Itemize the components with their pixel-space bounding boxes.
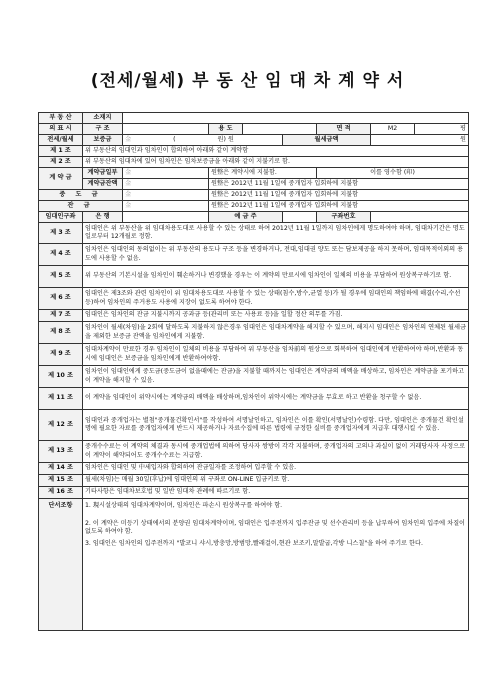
balance-payment-amount[interactable]: [123, 201, 209, 212]
special-conditions-label: 단서조항: [39, 499, 83, 631]
deposit-paren: (: [173, 135, 176, 143]
interim-payment-label: [39, 190, 123, 201]
clause-text: 기타사항은 임대차보호법 및 일반 임대차 관례에 따르기로 함.: [83, 487, 469, 499]
down-payment-part-text: 원整은 계약시에 지불함.: [209, 168, 317, 179]
down-payment-part-amount[interactable]: [123, 168, 209, 179]
structure-field[interactable]: [123, 124, 209, 135]
clause-text: 임차인은 임대인 및 中세입자와 합의하여 잔금일자를 조정하여 입주할 수 있음.: [83, 463, 469, 475]
monthly-rent-label: 월세금액: [283, 135, 371, 146]
clause-label: 제 5 조: [39, 266, 83, 288]
clause-text: 임대인과 중개업자는 별첨"중개물건확인서"를 작성하여 서명날인하고, 임차인은 이를 확인(서명날인)수령함. 다만, 임대인은 중개물건 확인설명에 필요한 자료를 중개업자에게 반드시 제공하거나 자료수집에 따른 법령에 규정한 실비를 중개업자에게 지급후 대행시킬 수 있음.: [83, 410, 469, 441]
down-payment-rest-amount[interactable]: [123, 179, 209, 190]
clause-label: 제 15 조: [39, 475, 83, 487]
deposit-label: 보증금: [83, 135, 123, 146]
currency-mark: 金: [125, 190, 132, 198]
account-number-label: 구좌번호: [317, 212, 371, 223]
clause-text: 임대인은 임차인의 잔금 지불시까지 공과금 등(관리비 또는 사용료 등)을 일할 정산 의무를 가짐.: [83, 310, 469, 322]
clause-1-text: 위 부동산의 임대인과 임차인이 합의하여 아래와 같이 계약함: [83, 146, 469, 157]
clause-text: 임차인은 임대인의 동의없이는 위 부동산의 용도나 구조 등을 변경하거나, 전대,임대권 양도 또는 담보제공을 하지 못하며, 임대목적이외의 용도에 사용할 수 없음.: [83, 244, 469, 266]
clause-label: 제 13 조: [39, 441, 83, 463]
purpose-field[interactable]: [243, 124, 317, 135]
clause-label: 제 9 조: [39, 344, 83, 366]
currency-mark: 金: [125, 168, 132, 176]
area-unit-pyeong: 평: [415, 124, 469, 135]
clause-label: 제 11 조: [39, 388, 83, 410]
currency-mark: 金: [125, 179, 132, 187]
balance-payment-text: 원整은 2012년 11월 1일에 중개업자 입회하에 지불함: [209, 201, 469, 212]
clause-text: 중개수수료는 이 계약의 체결과 동시에 중개업법에 의하여 당사자 쌍방이 각각 지불하며, 중개업자의 고의나 과실이 없이 거래당사자 사정으로 이 계약이 해약되어도 중개수수료는 지급함.: [83, 441, 469, 463]
clause-1-label: 제 1 조: [39, 146, 83, 157]
balance-payment-label: [39, 201, 123, 212]
clause-label: 제 12 조: [39, 410, 83, 441]
area-label: 면 적: [317, 124, 371, 135]
location-label: 소재지: [83, 113, 123, 124]
clause-text: 위 부동산의 기본시설을 임차인이 훼손하거나 변경했을 경우는 이 계약의 만료시에 임차인이 일체의 비용을 부담하여 원상복구하기로 함.: [83, 266, 469, 288]
contract-title: (전세/월세) 부 동 산 임 대 차 계 약 서: [90, 71, 405, 91]
special-conditions-body: [83, 499, 469, 631]
bank-label: 은 행: [83, 212, 123, 223]
bank-field[interactable]: [123, 212, 209, 223]
account-holder-label: 예 금 주: [209, 212, 283, 223]
down-payment-rest-label: 계약금잔액: [83, 179, 123, 190]
clause-label: 제 8 조: [39, 322, 83, 344]
clause-label: 제 7 조: [39, 310, 83, 322]
interim-payment-label-text: 중 도 금: [59, 190, 102, 198]
clause-label: 제 6 조: [39, 288, 83, 310]
monthly-rent-won: 원: [460, 135, 466, 143]
structure-label: 구 조: [83, 124, 123, 135]
clause-label: 제 10 조: [39, 366, 83, 388]
clause-2-label: 제 2 조: [39, 157, 83, 168]
deposit-currency: 金: [125, 135, 132, 143]
area-unit: M2: [371, 124, 415, 135]
down-payment-part-label: 계약금일부: [83, 168, 123, 179]
clause-label: 제 14 조: [39, 463, 83, 475]
lease-type-label: 전세/월세: [39, 135, 83, 146]
clause-2-text: 위 부동산의 임대차에 있어 임차인은 임차보증금을 아래와 같이 지불키로 함.: [83, 157, 469, 168]
deposit-won: 원) 원: [217, 135, 234, 143]
purpose-label: 용 도: [209, 124, 243, 135]
balance-payment-label-text: 잔 금: [67, 201, 94, 209]
receipt-text: 이를 영수함 (印): [317, 168, 469, 179]
property-label: 부 동 산: [39, 113, 83, 124]
down-payment-label: 계 약 금: [39, 168, 83, 190]
currency-mark: 金: [125, 201, 132, 209]
special-condition-item: 2. 이 계약은 미등기 상태에서의 분양권 임대차계약이며, 임대인은 입주전까지 입주잔금 및 선수관리비 등을 납부하여 임차인의 입주에 차질이 없도록 하여야 함.: [85, 520, 466, 536]
clause-text: 임차인이 임대인에게 중도금(중도금이 없을때에는 잔금)을 지불할 때까지는 임대인은 계약금의 배액을 배상하고, 임차인은 계약금을 포기하고 이 계약을 해지할 수 있음.: [83, 366, 469, 388]
property-use-label: 의 표 시: [39, 124, 83, 135]
clause-text: 임차인이 월세(차임)을 2회에 달하도록 지불하지 않은경우 임대인은 임대차계약을 해지할 수 있으며, 해지시 임대인은 임차인의 연체된 월세금을 제외한 보증금 잔액을 임차인에게 지불함.: [83, 322, 469, 344]
clause-label: 제 16 조: [39, 487, 83, 499]
special-condition-item: 1. 現시설상태의 임대차계약이며, 임차인은 파손시 원상복구를 하여야 함.: [85, 502, 283, 509]
landlord-account-label: 임대인구좌: [39, 212, 83, 223]
clause-text: 임대인은 위 부동산을 위 임대차용도대로 사용할 수 있는 상태로 하여 2012년 11월 1일까지 임차인에게 명도하여야 하며, 임대차기간은 명도일로부터 12개월로 정함.: [83, 223, 469, 244]
clause-text: 이 계약을 임대인이 위약시에는 계약금의 배액을 배상하며,임차인이 위약시에는 계약금을 무효로 하고 반환을 청구할 수 없음.: [83, 388, 469, 410]
clause-label: 제 4 조: [39, 244, 83, 266]
account-number-field[interactable]: [371, 212, 469, 223]
special-condition-item: 3. 임대인은 임차인의 입주전까지 "발코니 샤시,방충망,방범망,빨래걸이,현관 보조키,말발굽,각방 니스칠"을 하여 주기로 한다.: [85, 539, 423, 547]
down-payment-rest-text: 원整은 2012년 11월 1일에 중개업자 입회하에 지불함: [209, 179, 469, 190]
monthly-rent-field[interactable]: [371, 135, 469, 146]
location-field[interactable]: [123, 113, 469, 124]
deposit-field[interactable]: [123, 135, 283, 146]
interim-payment-amount[interactable]: [123, 190, 209, 201]
interim-payment-text: 원整은 2012년 11월 1일에 중개업자 입회하에 지불함: [209, 190, 469, 201]
clause-text: 월세(차임)는 매월 30일(후납)에 임대인의 위 구좌로 ON-LINE 입금키로 함.: [83, 475, 469, 487]
account-holder-field[interactable]: [283, 212, 317, 223]
clause-label: 제 3 조: [39, 223, 83, 244]
clause-text: 임대차계약이 만료한 경우 임차인이 일체의 비용을 부담하여 위 부동산을 임차前의 원상으로 회복하여 임대인에게 반환하여야 하며,반환과 동시에 임대인은 보증금을 임차인에게 반환하여야함.: [83, 344, 469, 366]
clause-text: 임대인은 제3조와 관련 임차인이 위 임대차용도대로 사용할 수 있는 상태(침수,방수,균열 등)가 될 경우에 임대인의 책임하에 해결(수리,수선등)하여 임차인의 주거용도 사용에 지장이 없도록 하여야 한다.: [83, 288, 469, 310]
contract-table: [38, 112, 469, 631]
